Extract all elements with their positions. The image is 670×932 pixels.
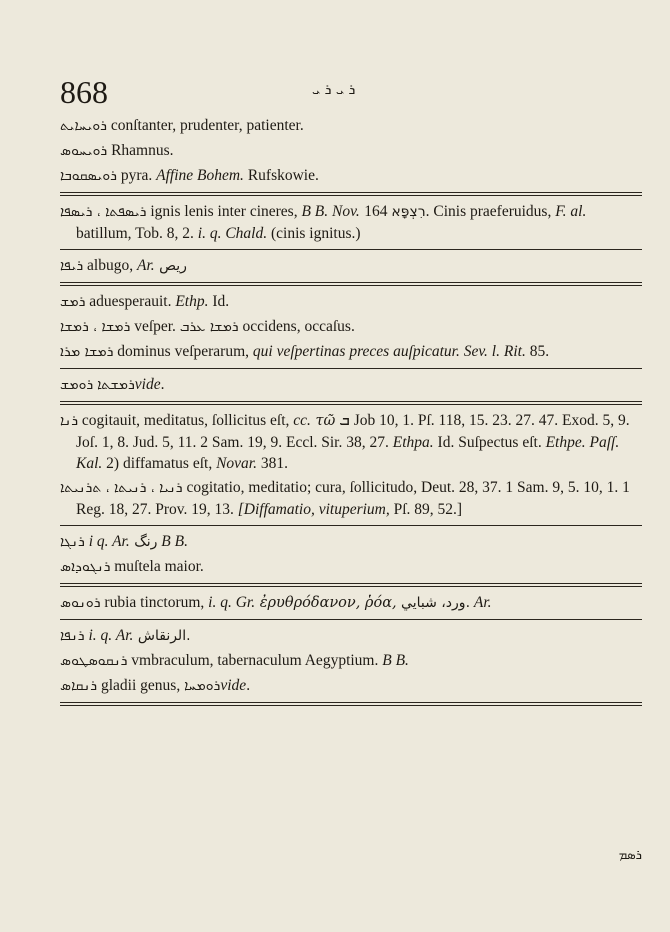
entry-italic: Ar. <box>470 594 492 611</box>
entry-text: vmbraculum, tabernaculum Aegyptium. <box>127 652 383 669</box>
entry-tail: (cinis ignitus.) <box>267 225 361 242</box>
running-head: ܪ ܝ ܪ ܝ <box>312 82 356 98</box>
entry-tail: occidens, occaſus. <box>238 318 355 335</box>
dictionary-entry <box>60 315 642 340</box>
dictionary-entry <box>60 290 642 315</box>
entry-syriac: ܪܡܫܐ ܡܪܐ <box>60 344 114 360</box>
entry-syriac: ܪܘܢܘܣ <box>60 595 101 611</box>
dictionary-entry <box>60 114 642 139</box>
entry-syriac: ܪܡܫ <box>60 294 86 310</box>
entry-italic: F. al. <box>555 203 587 220</box>
entry-text: ignis lenis inter cineres, <box>146 203 302 220</box>
entry-text: muſtela maior. <box>110 558 204 575</box>
dictionary-entry <box>60 555 642 580</box>
entry-syriac: ܪܡܫܐ ، ܪܡܫܐ <box>60 319 131 335</box>
entry-tail: . <box>160 376 165 393</box>
entry-tail: batillum, Tob. 8, 2. <box>76 225 198 242</box>
entry-italic: i. q. Ar. <box>88 627 134 644</box>
entry-italic: Novar. <box>216 455 257 472</box>
entry-text: albugo, <box>83 257 137 274</box>
entry-syriac: ܪܢܩܘܣܛܘܣ <box>60 653 128 669</box>
entry-italic: Ethp. <box>175 293 209 310</box>
entry-text: conſtanter, prudenter, patienter. <box>106 117 304 134</box>
dictionary-entry <box>60 649 642 674</box>
entry-greek: ἐρυθρόδανον, ῥόα, <box>255 595 397 611</box>
entry-tail: Id. Suſpectus eſt. <box>433 434 546 451</box>
divider-rule <box>60 583 642 587</box>
entry-syriac: ܪܢܐ <box>60 413 79 429</box>
dictionary-entry <box>60 591 642 616</box>
entry-italic: vide <box>220 677 247 694</box>
entry-italic: [Diffamatio, vituperium, <box>237 501 390 518</box>
entry-tail: ܒ Job 10, 1. Pſ. 118, 15. 23. 27. 47. Exod. 5, 9. Joſ. 1, 8. Jud. 5, 11. 2 Sam. 19, 9. Eccl. Sir. 38, 27. <box>76 412 630 451</box>
entry-tail: Id. <box>208 293 230 310</box>
entry-hebrew: רִצְפָּא <box>359 204 426 220</box>
entry-syriac: ܪܢܦܐ <box>60 628 85 644</box>
entry-italic: i. q. Chald. <box>197 225 268 242</box>
entry-syriac: ܪܢܝܐ ، ܪܢܝܬܐ ، ܬܪܢܝܬܐ <box>60 480 183 496</box>
entry-text: veſper. <box>130 318 180 335</box>
entry-italic: cc. <box>293 412 311 429</box>
dictionary-entry <box>60 200 642 246</box>
entry-italic: B B. <box>382 652 409 669</box>
entry-arabic: ريص <box>154 258 187 274</box>
divider-rule <box>60 249 642 250</box>
divider-rule <box>60 192 642 196</box>
page-number: 868 <box>60 74 108 110</box>
entry-syriac: ܪܘܡܫ <box>60 377 94 393</box>
entry-italic: Ethpa. <box>392 434 434 451</box>
entry-syriac: ܪܘܝܚܘܣ <box>60 143 108 159</box>
entry-arabic: رنگ <box>129 534 158 550</box>
dictionary-entry <box>60 139 642 164</box>
entry-text: gladii genus, <box>97 677 185 694</box>
entry-syriac: ܪܝܦܐ <box>60 258 84 274</box>
dictionary-entry <box>60 476 642 522</box>
catchword: ܪܣܡ <box>618 848 642 863</box>
entry-italic: i q. Ar. <box>88 533 130 550</box>
dictionary-entries <box>60 114 642 710</box>
dictionary-entry <box>60 373 642 398</box>
entry-syriac: ܪܘܝܣܩܘܒܐ <box>60 168 117 184</box>
entry-syriac: ܪܘܡܚܐ <box>184 678 221 694</box>
divider-rule <box>60 282 642 286</box>
entry-syriac: ܪܢܓܘܕܐܣ <box>60 559 111 575</box>
dictionary-entry <box>60 254 642 279</box>
dictionary-entry <box>60 674 642 699</box>
entry-italic: qui veſpertinas preces auſpicatur. Sev. l. Rit. <box>252 343 526 360</box>
entry-italic: Ar. <box>136 257 155 274</box>
entry-italic: Ethpe. Paſſ. <box>545 434 620 451</box>
entry-syriac: ܪܝܣܦܬܐ ، ܪܝܣܦܐ <box>60 204 147 220</box>
entry-tail: Rufskowie. <box>243 167 319 184</box>
entry-tail: Pſ. 89, 52.] <box>389 501 463 518</box>
entry-greek: τῶ <box>310 413 336 429</box>
entry-tail: 381. <box>257 455 288 472</box>
entry-italic: Kal. <box>76 455 103 472</box>
divider-rule <box>60 619 642 620</box>
entry-text: cogitatio, meditatio; cura, ſollicitudo, Deut. 28, 37. 1 Sam. 9, 5. 10, 1. 1 Reg. 18, 27. Prov. 19, 13. <box>76 479 630 518</box>
dictionary-entry <box>60 164 642 189</box>
entry-italic: Affine Bohem. <box>156 167 244 184</box>
entry-italic: i. q. Gr. <box>208 594 256 611</box>
entry-tail: 2) diffamatus eſt, <box>102 455 217 472</box>
entry-text: cogitauit, meditatus, ſollicitus eſt, <box>78 412 294 429</box>
entry-syriac: ܪܢܓܐ <box>60 534 85 550</box>
dictionary-entry <box>60 409 642 476</box>
entry-syriac: ܪܘܝܚܐܝܬ <box>60 118 107 134</box>
entry-text: rubia tinctorum, <box>100 594 209 611</box>
entry-italic: vide <box>134 376 161 393</box>
entry-text: pyra. <box>116 167 157 184</box>
entry-text: Rhamnus. <box>107 142 174 159</box>
entry-text: dominus veſperarum, <box>113 343 253 360</box>
divider-rule <box>60 525 642 526</box>
entry-syriac: ܪܢܩܐܣ <box>60 678 98 694</box>
entry-tail: . <box>246 677 251 694</box>
entry-syriac: ܪܡܫܬܐ <box>97 377 135 393</box>
entry-italic: B B. <box>157 533 188 550</box>
entry-text: aduesperauit. <box>85 293 176 310</box>
dictionary-entry <box>60 624 642 649</box>
entry-arabic: الرنقاش. <box>133 628 191 644</box>
divider-rule <box>60 368 642 369</box>
entry-italic: B B. Nov. <box>301 203 360 220</box>
dictionary-entry <box>60 530 642 555</box>
entry-tail: 164. Cinis praeferuidus, <box>364 203 556 220</box>
divider-rule <box>60 401 642 405</box>
entry-syriac: ܪܡܫܐ ܥܪܒ <box>179 319 239 335</box>
entry-arabic: ورد، شبايي. <box>396 595 471 611</box>
page-header <box>60 74 620 114</box>
divider-rule <box>60 702 642 706</box>
dictionary-entry <box>60 340 642 365</box>
entry-tail: 85. <box>525 343 550 360</box>
